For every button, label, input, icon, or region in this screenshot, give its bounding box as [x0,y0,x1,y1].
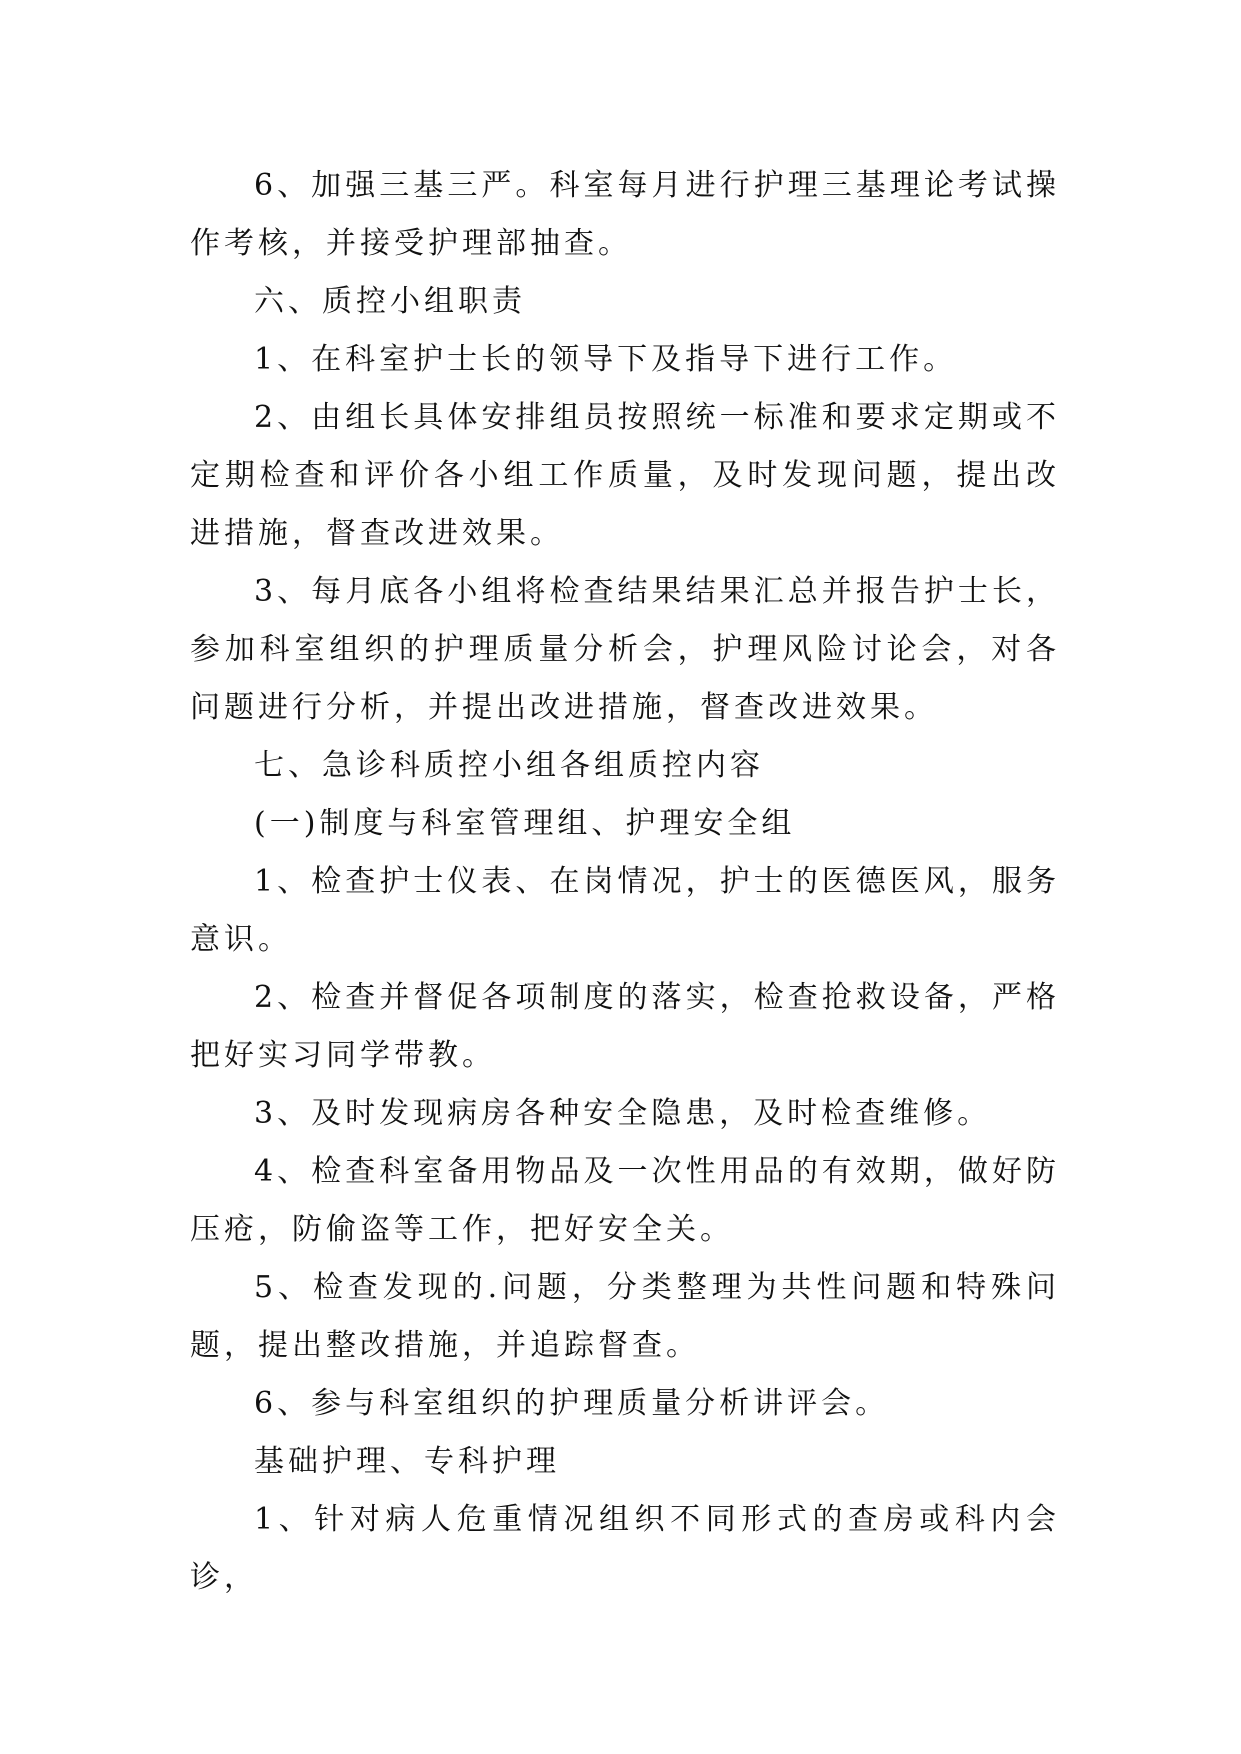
paragraph-check-3: 3、及时发现病房各种安全隐患，及时检查维修。 [254,1096,992,1131]
paragraph-duty-1: 1、在科室护士长的领导下及指导下进行工作。 [254,342,958,377]
paragraph-check-6: 6、参与科室组织的护理质量分析讲评会。 [254,1386,890,1421]
document-body [190,157,1060,1607]
heading-section-six: 六、质控小组职责 [254,284,526,319]
paragraph-duty-3: 3、每月底各小组将检查结果结果汇总并报告护士长，参加科室组织的护理质量分析会，护理风险讨论会，对各问题进行分析，并提出改进措施，督查改进效果。 [190,574,1060,725]
paragraph-check-2: 2、检查并督促各项制度的落实，检查抢救设备，严格把好实习同学带教。 [190,980,1060,1073]
paragraph-duty-2: 2、由组长具体安排组员按照统一标准和要求定期或不定期检查和评价各小组工作质量，及时发现问题，提出改进措施，督查改进效果。 [190,400,1060,551]
subheading-group-one: (一)制度与科室管理组、护理安全组 [254,806,796,841]
paragraph-item6-three-basics: 6、加强三基三严。科室每月进行护理三基理论考试操作考核，并接受护理部抽查。 [190,168,1060,261]
heading-section-seven: 七、急诊科质控小组各组质控内容 [254,748,764,783]
paragraph-check-4: 4、检查科室备用物品及一次性用品的有效期，做好防压疮，防偷盗等工作，把好安全关。 [190,1154,1060,1247]
paragraph-nursing-1: 1、针对病人危重情况组织不同形式的查房或科内会诊， [190,1502,1060,1595]
paragraph-check-5: 5、检查发现的.问题，分类整理为共性问题和特殊问题，提出整改措施，并追踪督查。 [190,1270,1060,1363]
paragraph-check-1: 1、检查护士仪表、在岗情况，护士的医德医风，服务意识。 [190,864,1060,957]
subheading-basic-nursing: 基础护理、专科护理 [254,1444,560,1479]
